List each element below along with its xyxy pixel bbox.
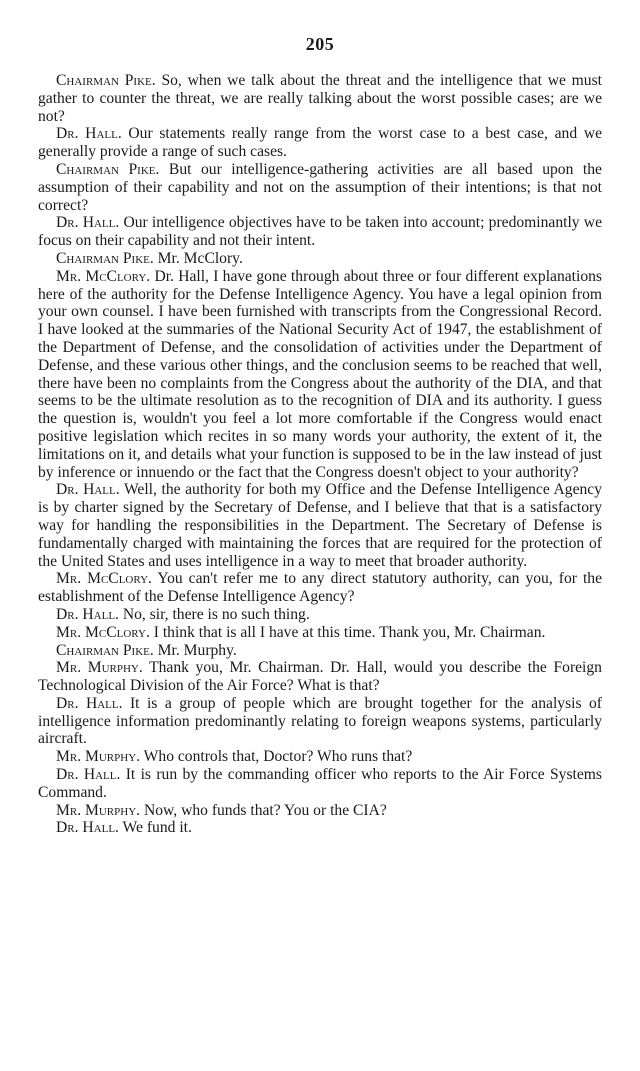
transcript-paragraph	[38, 125, 602, 161]
paragraph-text: Dr. Hall, I have gone through about three or four different explanations here of the authority for the Defense Intelligence Agency. You have a legal opinion from your own counsel. I have been furnished with transcripts from the Congressional Record. I have looked at the summaries of the National Security Act of 1947, the establishment of the Department of Defense, and the consolidation of activities under the Department of Defense, and these various other things, and the conclusion seems to be reached that well, there have been no complaints from the Congress about the authority of the DIA, and that seems to be the ultimate resolution as to the recognition of DIA and its authority. I guess the question is, wouldn't you feel a lot more comfortable if the Congress would enact positive legislation which recites in so many words your authority, the extent of it, the limitations on it, and details what your function is supposed to be in the law instead of just by inference or innuendo or the fact that the Congress doesn't object to your authority?	[38, 267, 602, 481]
paragraph-text: You can't refer me to any direct statutory authority, can you, for the establishment of the Defense Intelligence Agency?	[38, 570, 602, 606]
paragraph-text: It is a group of people which are brought together for the analysis of intelligence information predominantly relating to foreign weapons systems, particularly aircraft.	[38, 694, 603, 748]
speaker-name: Dr. Hall.	[56, 481, 120, 499]
paragraph-text: I think that is all I have at this time. Thank you, Mr. Chairman.	[149, 623, 546, 641]
paragraph-text: Well, the authority for both my Office and the Defense Intelligence Agency is by charter signed by the Secretary of Defense, and I believe that that is a satisfactory way for handling the responsibilities in the Department. The Secretary of Defense is fundamentally charged with maintaining the forces that are required for the protection of the United States and uses intelligence in a way to meet that broader authority.	[38, 481, 603, 570]
transcript-paragraph	[38, 819, 602, 837]
transcript-paragraph	[38, 642, 602, 660]
paragraph-text: Our statements really range from the worst case to a best case, and we generally provide a range of such cases.	[38, 125, 602, 161]
transcript-paragraph	[38, 624, 602, 642]
paragraph-text: Thank you, Mr. Chairman. Dr. Hall, would you describe the Foreign Technological Division of the Air Force? What is that?	[38, 659, 602, 695]
transcript-paragraph	[38, 802, 602, 820]
speaker-name: Dr. Hall.	[56, 766, 121, 784]
transcript-paragraph	[38, 748, 602, 766]
transcript-paragraph	[38, 570, 602, 606]
page-number: 205	[305, 34, 335, 54]
speaker-name: Mr. Murphy.	[56, 801, 141, 819]
transcript-paragraph	[38, 161, 602, 214]
speaker-name: Mr. McClory.	[56, 623, 150, 641]
paragraph-text: So, when we talk about the threat and the intelligence that we must gather to counter the threat, we are really talking about the worst possible cases; are we not?	[38, 72, 602, 125]
paragraph-text: Who controls that, Doctor? Who runs that?	[140, 748, 413, 766]
paragraph-text: No, sir, there is no such thing.	[118, 605, 310, 623]
paragraph-text: But our intelligence-gathering activities are all based upon the assumption of their capability and not on the assumption of their intentions; is that not correct?	[38, 160, 602, 214]
transcript-paragraph	[38, 481, 602, 570]
paragraph-text: Mr. McClory.	[153, 249, 243, 267]
speaker-name: Dr. Hall.	[56, 694, 123, 712]
paragraph-text: Our intelligence objectives have to be taken into account; predominantly we focus on their capability and not their intent.	[38, 214, 602, 250]
speaker-name: Mr. McClory.	[56, 570, 152, 588]
speaker-name: Mr. McClory.	[56, 267, 151, 285]
speaker-name: Dr. Hall.	[56, 605, 119, 623]
transcript-paragraph	[38, 72, 602, 125]
speaker-name: Dr. Hall.	[56, 819, 119, 837]
transcript-paragraph	[38, 250, 602, 268]
speaker-name: Mr. Murphy.	[56, 748, 141, 766]
paragraph-text: It is run by the commanding officer who reports to the Air Force Systems Command.	[38, 766, 602, 801]
transcript-paragraph	[38, 606, 602, 624]
transcript-body	[38, 72, 602, 837]
transcript-paragraph	[38, 214, 602, 250]
paragraph-text: Now, who funds that? You or the CIA?	[140, 801, 387, 819]
transcript-paragraph	[38, 268, 602, 482]
speaker-name: Dr. Hall.	[56, 214, 120, 232]
speaker-name: Dr. Hall.	[56, 125, 122, 143]
speaker-name: Chairman Pike.	[56, 641, 154, 659]
speaker-name: Mr. Murphy.	[56, 659, 143, 677]
speaker-name: Chairman Pike.	[56, 249, 154, 267]
paragraph-text: Mr. Murphy.	[153, 641, 237, 659]
transcript-paragraph	[38, 766, 602, 802]
paragraph-text: We fund it.	[118, 819, 192, 837]
speaker-name: Chairman Pike.	[56, 72, 156, 89]
speaker-name: Chairman Pike.	[56, 160, 160, 178]
transcript-paragraph	[38, 659, 602, 695]
transcript-paragraph	[38, 695, 602, 748]
